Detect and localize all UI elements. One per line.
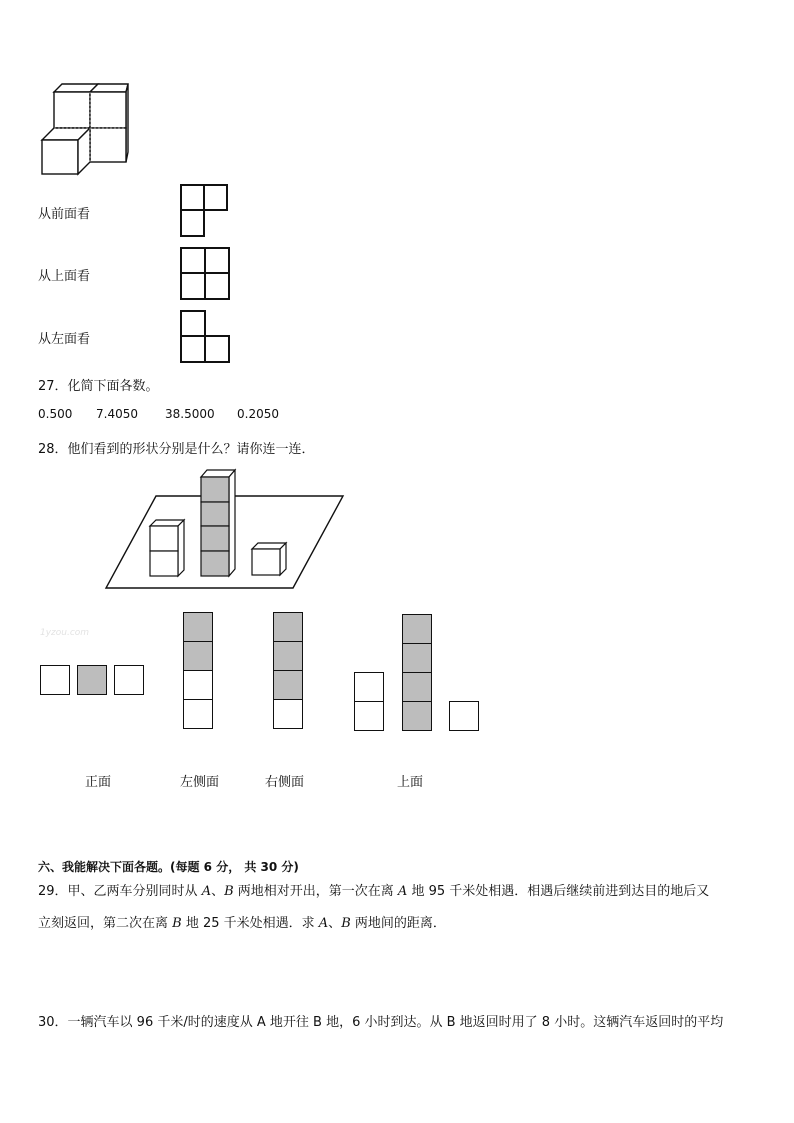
view-option-4-cell-4 [402, 643, 432, 673]
view-option-4-cell-3 [402, 614, 432, 644]
cube-figure [38, 78, 138, 178]
label-front: 正面 [85, 775, 112, 790]
view-grid-front [180, 184, 228, 238]
view-label-top: 从上面看 [38, 269, 91, 284]
view-option-4-cell-2 [354, 701, 384, 731]
q29-line-1: 29．甲、乙两车分别同时从 A、B 两地相对开出，第一次在离 A 地 95 千米处相遇．相遇后继续前进到达目的地后又 [38, 884, 710, 899]
view-grid-top [180, 247, 230, 301]
view-option-3-cell-2 [273, 641, 303, 671]
view-label-left: 从左面看 [38, 332, 91, 347]
label-left-side: 左侧面 [180, 775, 220, 790]
label-top: 上面 [397, 775, 424, 790]
view-option-1-cell-2 [77, 665, 107, 695]
view-option-3-cell-3 [273, 670, 303, 700]
q27-number-2: 7.4050 [96, 407, 138, 421]
q30-text: 30．一辆汽车以 96 千米/时的速度从 A 地开往 B 地，6 小时到达。从 B 地返回时用了 8 小时。这辆汽车返回时的平均 [38, 1015, 724, 1030]
view-option-2-cell-2 [183, 641, 213, 671]
view-option-2-cell-4 [183, 699, 213, 729]
q29-line-2: 立刻返回，第二次在离 B 地 25 千米处相遇．求 A、B 两地间的距离． [38, 916, 446, 931]
q27-number-3: 38.5000 [165, 407, 215, 421]
view-option-4-cell-5 [402, 672, 432, 702]
q29-text [38, 876, 758, 940]
view-option-3-cell-4 [273, 699, 303, 729]
view-option-4-cell-1 [354, 672, 384, 702]
q27-number-4: 0.2050 [237, 407, 279, 421]
view-grid-left [180, 310, 230, 364]
view-option-4-cell-7 [449, 701, 479, 731]
q27-prompt: 27．化简下面各数。 [38, 379, 159, 394]
view-option-1-cell-3 [114, 665, 144, 695]
view-option-1-cell-1 [40, 665, 70, 695]
view-label-front: 从前面看 [38, 207, 91, 222]
section-heading: 六、我能解决下面各题。(每题 6 分， 共 30 分) [38, 860, 299, 874]
view-option-3-cell-1 [273, 612, 303, 642]
q28-scene [100, 465, 350, 595]
view-option-2-cell-3 [183, 670, 213, 700]
label-right-side: 右侧面 [265, 775, 305, 790]
view-option-2-cell-1 [183, 612, 213, 642]
q27-number-1: 0.500 [38, 407, 73, 421]
view-option-4-cell-6 [402, 701, 432, 731]
watermark: 1yzou.com [40, 628, 90, 638]
q28-prompt: 28．他们看到的形状分别是什么？请你连一连． [38, 442, 315, 457]
